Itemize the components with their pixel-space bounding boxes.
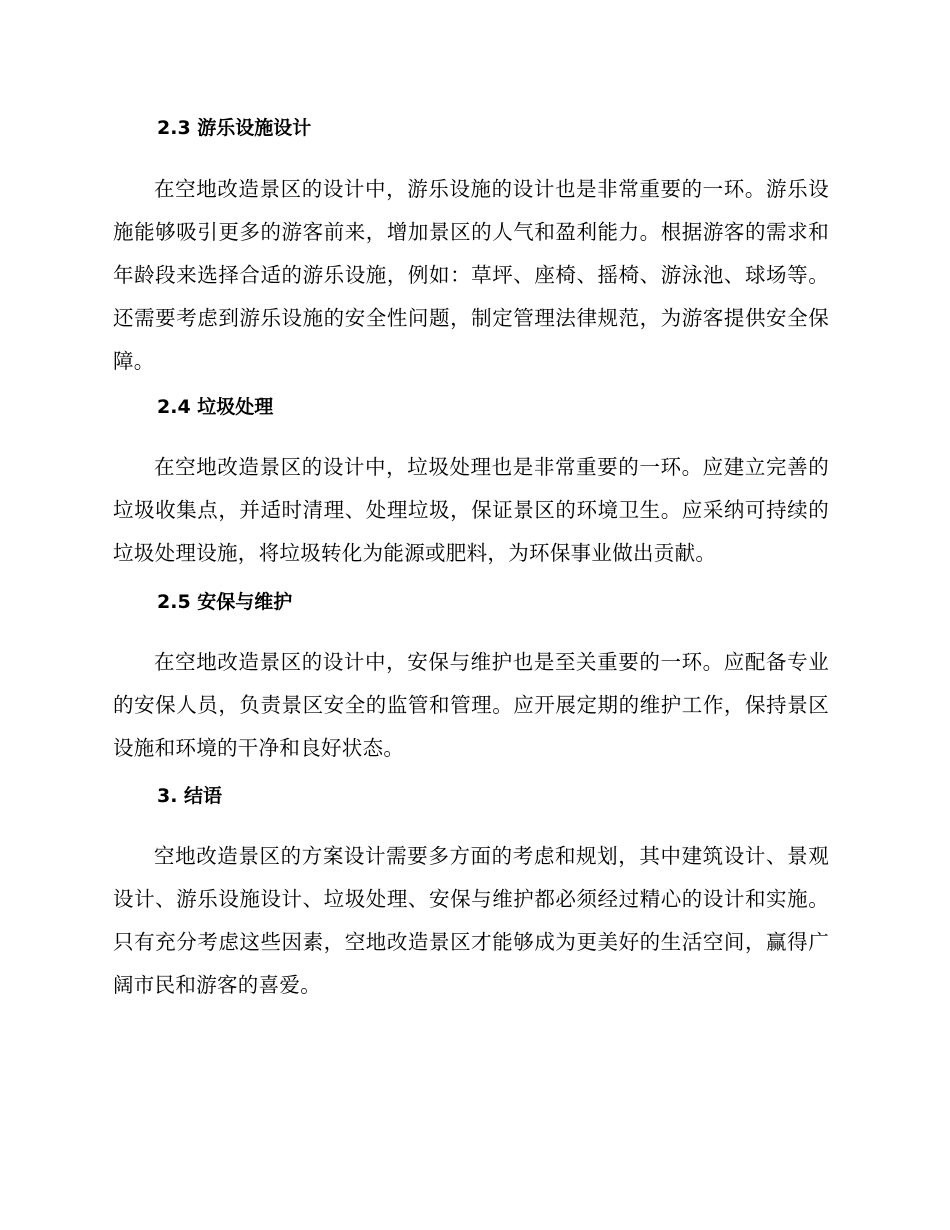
section-paragraph: 在空地改造景区的设计中，垃圾处理也是非常重要的一环。应建立完善的垃圾收集点，并适时清理、处理垃圾，保证景区的环境卫生。应采纳可持续的垃圾处理设施，将垃圾转化为能源或肥料，为环保事业做出贡献。 bbox=[113, 455, 829, 565]
section-security-maintenance bbox=[113, 589, 829, 770]
section-paragraph: 在空地改造景区的设计中，游乐设施的设计也是非常重要的一环。游乐设施能够吸引更多的游客前来，增加景区的人气和盈利能力。根据游客的需求和年龄段来选择合适的游乐设施，例如：草坪、座椅、摇椅、游泳池、球场等。还需要考虑到游乐设施的安全性问题，制定管理法律规范，为游客提供安全保障。 bbox=[113, 177, 829, 373]
section-garbage-disposal bbox=[113, 394, 829, 575]
section-paragraph: 在空地改造景区的设计中，安保与维护也是至关重要的一环。应配备专业的安保人员，负责景区安全的监管和管理。应开展定期的维护工作，保持景区设施和环境的干净和良好状态。 bbox=[113, 650, 829, 760]
section-heading: 2.3 游乐设施设计 bbox=[157, 117, 312, 139]
section-paragraph: 空地改造景区的方案设计需要多方面的考虑和规划，其中建筑设计、景观设计、游乐设施设计、垃圾处理、安保与维护都必须经过精心的设计和实施。只有充分考虑这些因素，空地改造景区才能够成为更美好的生活空间，赢得广阔市民和游客的喜爱。 bbox=[113, 844, 829, 997]
section-conclusion bbox=[113, 783, 829, 1007]
section-heading: 2.4 垃圾处理 bbox=[157, 396, 274, 418]
section-amusement-facilities bbox=[113, 115, 829, 383]
section-heading: 3. 结语 bbox=[157, 785, 223, 807]
section-heading: 2.5 安保与维护 bbox=[157, 591, 293, 613]
